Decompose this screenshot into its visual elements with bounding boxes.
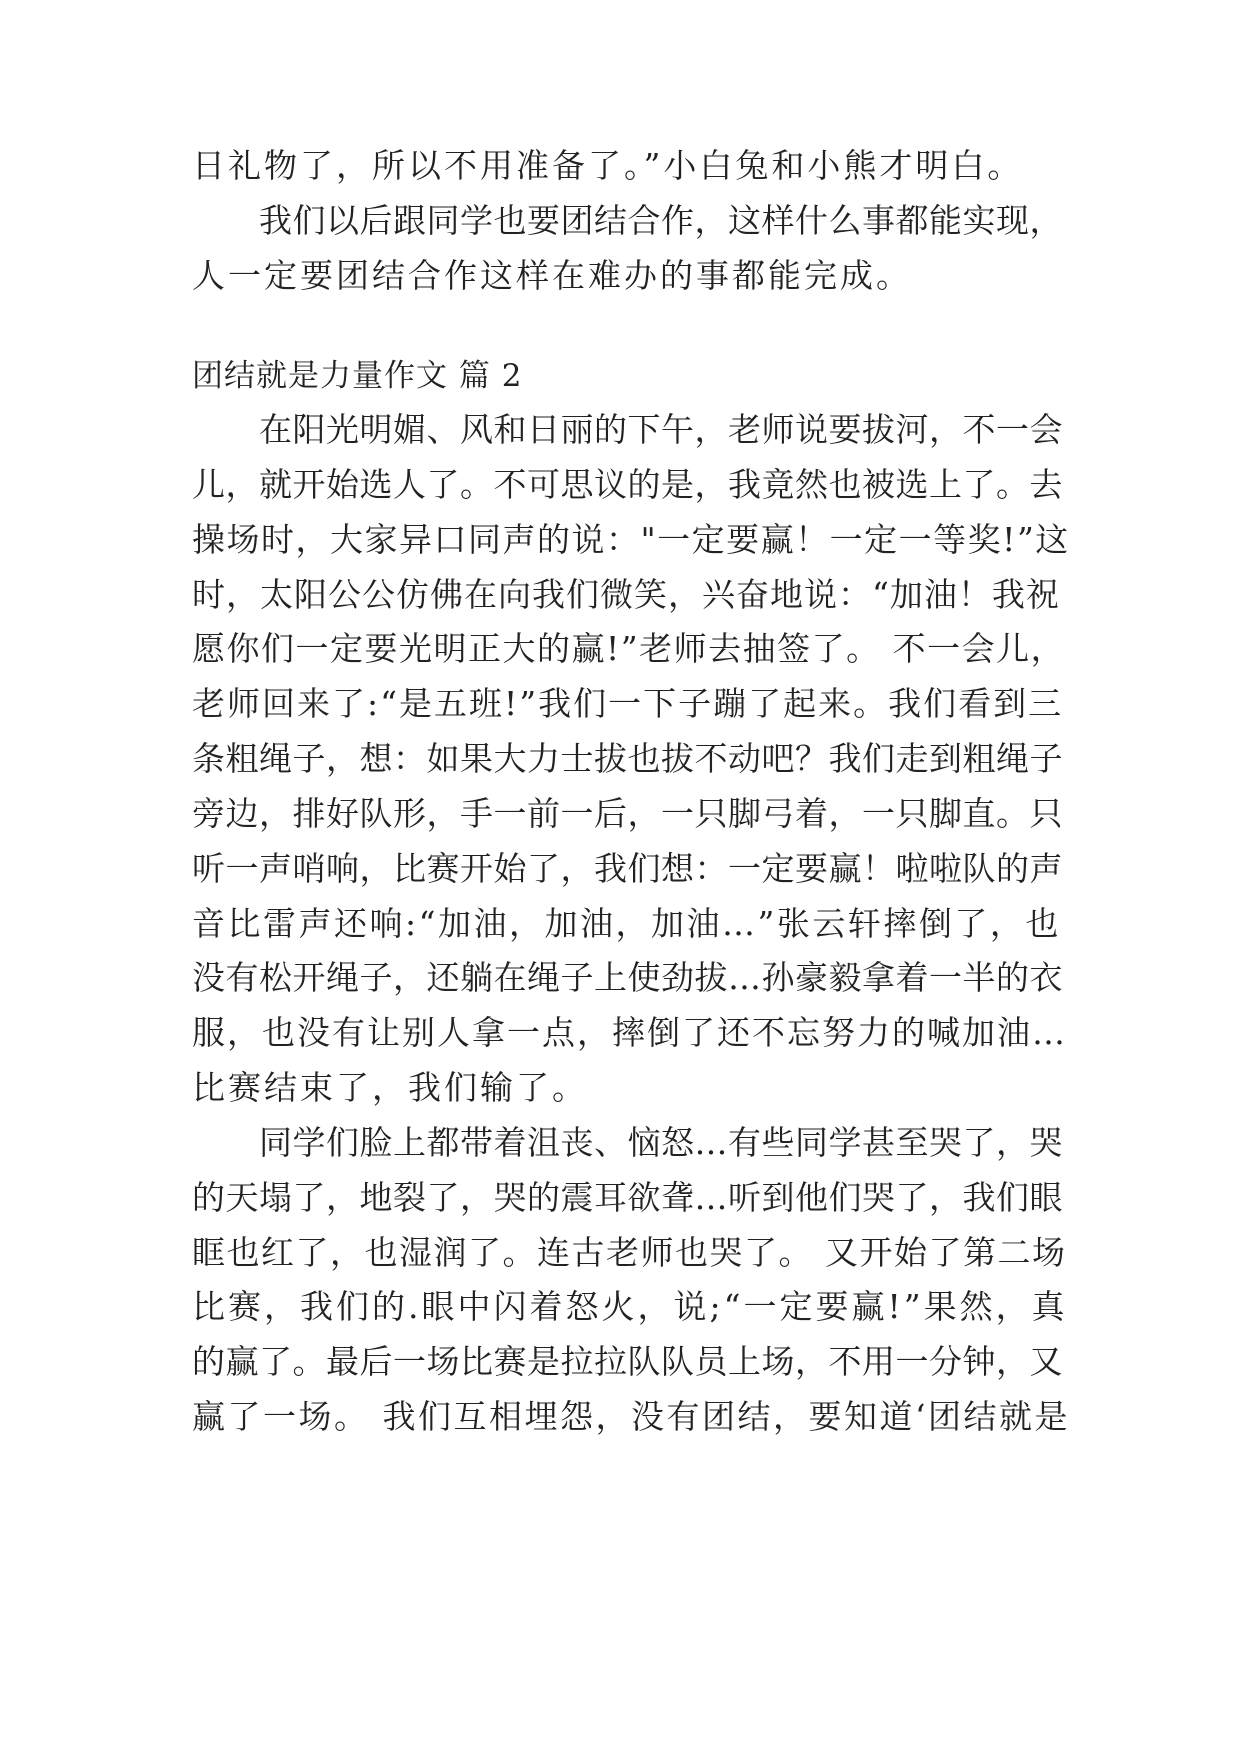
text-line: 音比雷声还响:“加油，加油，加油…”张云轩摔倒了，也: [192, 904, 1061, 943]
text-line: 老师回来了:“是五班!”我们一下子蹦了起来。我们看到三: [192, 684, 1064, 723]
text-line: 的天塌了，地裂了，哭的震耳欲聋…听到他们哭了，我们眼: [192, 1178, 1063, 1217]
text-line: 儿，就开始选人了。不可思议的是，我竟然也被选上了。去: [192, 465, 1063, 504]
text-line: 同学们脸上都带着沮丧、恼怒…有些同学甚至哭了，哭: [192, 1123, 1063, 1162]
text-line: 操场时，大家异口同声的说："一定要赢！一定一等奖!”这: [192, 520, 1070, 559]
text-line: 旁边，排好队形，手一前一后，一只脚弓着，一只脚直。只: [192, 794, 1063, 833]
text-line: 比赛结束了，我们输了。: [192, 1068, 588, 1107]
text-line: 眶也红了，也湿润了。连古老师也哭了。 又开始了第二场: [192, 1233, 1067, 1272]
text-line: 人一定要团结合作这样在难办的事都能完成。: [192, 256, 912, 295]
text-line: 日礼物了，所以不用准备了。”小白兔和小熊才明白。: [192, 146, 1024, 185]
text-line: 的赢了。最后一场比赛是拉拉队队员上场，不用一分钟，又: [192, 1342, 1063, 1381]
text-line: 赢了一场。 我们互相埋怨，没有团结，要知道‘团结就是: [192, 1397, 1070, 1436]
text-line: 时，太阳公公仿佛在向我们微笑，兴奋地说：“加油！我祝: [192, 575, 1060, 614]
text-line: 听一声哨响，比赛开始了，我们想：一定要赢！啦啦队的声: [192, 849, 1063, 888]
text-line: 我们以后跟同学也要团结合作，这样什么事都能实现，: [192, 201, 1063, 240]
text-line: 比赛，我们的.眼中闪着怒火，说;“一定要赢!”果然，真: [192, 1287, 1068, 1326]
text-line: 愿你们一定要光明正大的赢!”老师去抽签了。 不一会儿，: [192, 629, 1066, 668]
text-line: 没有松开绳子，还躺在绳子上使劲拔…孙豪毅拿着一半的衣: [192, 958, 1063, 997]
section-heading: 团结就是力量作文 篇 2: [192, 358, 523, 394]
text-line: 服，也没有让别人拿一点，摔倒了还不忘努力的喊加油…: [192, 1013, 1067, 1052]
text-line: 条粗绳子，想：如果大力士拔也拔不动吧？我们走到粗绳子: [192, 739, 1063, 778]
text-line: 在阳光明媚、风和日丽的下午，老师说要拔河，不一会: [192, 410, 1063, 449]
